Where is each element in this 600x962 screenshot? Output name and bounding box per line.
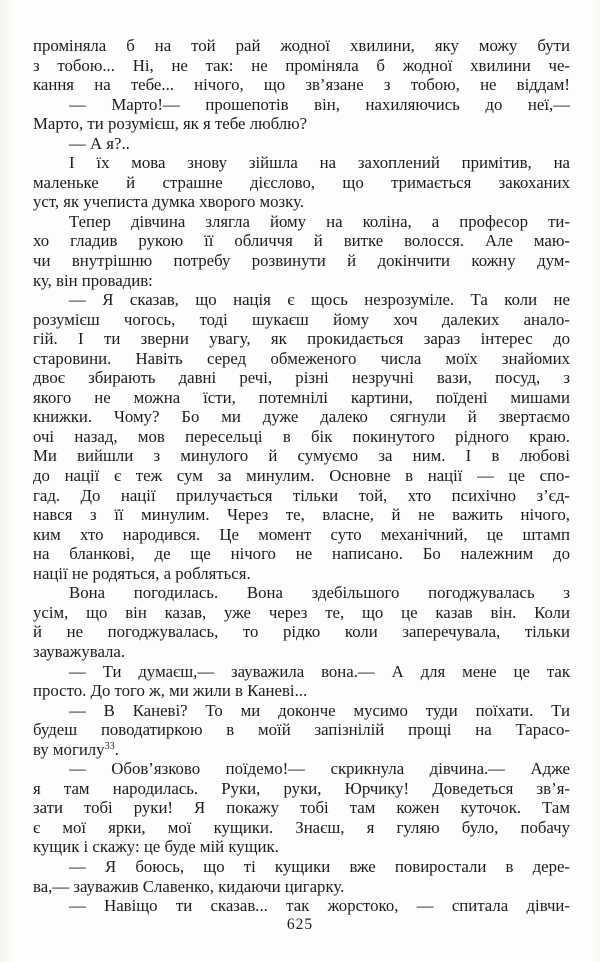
- page-text: [33, 36, 570, 916]
- text-line: ку, він провадив:: [33, 270, 153, 290]
- text-line: нації не родяться, а робляться.: [33, 563, 251, 583]
- text-line: гій. І ти зверни увагу, як прокидається зараз інтерес до: [33, 329, 570, 349]
- page-number: 625: [286, 916, 314, 933]
- text-line: ва,— зауважив Славенко, кидаючи цигарку.: [33, 876, 345, 896]
- text-line: на бланкові, де ще нічого не написано. Бо належним до: [33, 544, 570, 564]
- text-line: двоє збирають давні речі, різні незручні вази, посуд, з: [33, 368, 570, 388]
- text-line: нався з її минулим. Через те, власне, й не важить нічого,: [33, 505, 570, 525]
- text-line: — Ти думаєш,— зауважила вона.— А для мене це так: [69, 661, 570, 681]
- text-line: уст, як учеписта думка хворого мозку.: [33, 192, 304, 212]
- text-line: кущик і скажу: це буде мій кущик.: [33, 837, 279, 857]
- text-line: з тобою... Ні, не так: не проміняла б жодної хвилини че-: [33, 55, 570, 75]
- text-line: й не погоджувалась, то рідко коли заперечувала, тільки: [33, 622, 570, 642]
- text-line: розумієш чогось, тоді шукаєш йому хоч далеких анало-: [33, 309, 570, 329]
- text-line: книжки. Чому? Бо ми дуже далеко сягнули й звертаємо: [33, 407, 570, 427]
- text-line: — Обов’язково поїдемо!— скрикнула дівчина.— Адже: [69, 759, 570, 779]
- text-line: ким хто народився. Це момент суто механічний, це штамп: [33, 524, 570, 544]
- text-line: — Навіщо ти сказав... так жорстоко, — спитала дівчи-: [69, 896, 570, 916]
- text-line: хо гладив рукою її обличчя й витке волосся. Але маю-: [33, 231, 570, 251]
- text-line: — В Каневі? То ми доконче мусимо туди поїхати. Ти: [69, 700, 570, 720]
- text-line: кання на тебе... нічого, що зв’язане з тобою, не віддам!: [33, 75, 570, 95]
- text-line: Тепер дівчина злягла йому на коліна, а професор ти-: [69, 211, 570, 231]
- text-line: Марто, ти розумієш, як я тебе люблю?: [33, 114, 308, 134]
- text-line: просто. До того ж, ми жили в Каневі...: [33, 681, 308, 701]
- text-line: очі назад, мов пересельці в бік покинутого рідного краю.: [33, 426, 570, 446]
- text-line: старовини. Навіть серед обмеженого числа моїх знайомих: [33, 348, 570, 368]
- text-line: — Я сказав, що нація є щось незрозуміле. Та коли не: [69, 290, 570, 310]
- text-line: гад. До нації прилучається тільки той, хто психічно з’єд-: [33, 485, 570, 505]
- text-line: проміняла б на той рай жодної хвилини, яку можу бути: [33, 36, 570, 55]
- text-segment: .: [114, 739, 119, 759]
- text-line: І їх мова знову зійшла на захоплений примітив, на: [69, 153, 570, 173]
- text-line: чи внутрішню потребу розвинути й докінчити кожну дум-: [33, 251, 570, 271]
- text-line: маленьке й страшне дієслово, що тримається закоханих: [33, 172, 570, 192]
- text-line: я там народилась. Руки, руки, Юрчику! Доведеться зв’я-: [33, 778, 570, 798]
- text-line: усім, що він казав, уже через те, що це казав він. Коли: [33, 602, 570, 622]
- text-line: є мої ярки, мої кущики. Знаєш, я гуляю було, побачу: [33, 817, 570, 837]
- text-line: до нації є теж сум за минулим. Основне в нації — це спо-: [33, 466, 570, 486]
- text-line: будеш поводатиркою в моїй запізнілій прощі на Тарасо-: [33, 720, 570, 740]
- text-line: — Я боюсь, що ті кущики вже повиростали в дере-: [69, 856, 570, 876]
- text-line: зати тобі руки! Я покажу тобі там кожен куточок. Там: [33, 798, 570, 818]
- text-line: [33, 740, 570, 760]
- text-line: якого не можна їсти, потемнілі картини, поїдені мишами: [33, 387, 570, 407]
- text-line: Вона погодилась. Вона здебільшого погоджувалась з: [69, 583, 570, 603]
- text-line: Ми вийшли з минулого й сумуємо за ним. І в любові: [33, 446, 570, 466]
- text-line: — А я?..: [69, 133, 130, 153]
- text-segment: ву могилу: [33, 739, 105, 759]
- text-line: — Марто!— прошепотів він, нахиляючись до неї,—: [69, 94, 570, 114]
- text-line: зауважувала.: [33, 641, 126, 661]
- footnote-reference: 33: [104, 740, 115, 752]
